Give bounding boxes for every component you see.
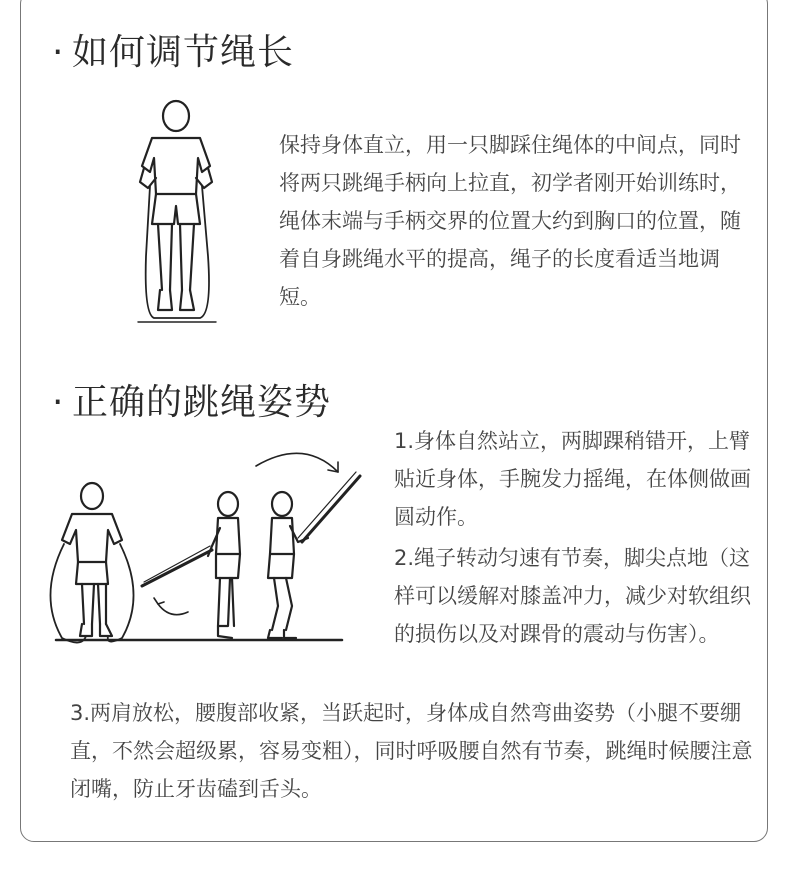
paragraph-posture-3: 3.两肩放松，腰腹部收紧，当跃起时，身体成自然弯曲姿势（小腿不要绷直，不然会超级累，容易变粗），同时呼吸腰自然有节奏，跳绳时候腰注意闭嘴，防止牙齿磕到舌头。	[70, 701, 753, 801]
section-title-posture: · 正确的跳绳姿势	[52, 382, 332, 423]
paragraph-posture-2: 2.绳子转动匀速有节奏，脚尖点地（这样可以缓解对膝盖冲力，减少对软组织的损伤以及对踝骨的震动与伤害）。	[394, 546, 751, 646]
paragraph-rope-length: 保持身体直立，用一只脚踩住绳体的中间点，同时将两只跳绳手柄向上拉直，初学者刚开始训练时，绳体末端与手柄交界的位置大约到胸口的位置，随着自身跳绳水平的提高，绳子的长度看适当地调短。	[279, 133, 741, 309]
section-title-rope-length: · 如何调节绳长	[52, 32, 295, 73]
paragraph-posture-1: 1.身体自然站立，两脚踝稍错开，上臂贴近身体，手腕发力摇绳，在体侧做画圆动作。	[394, 429, 751, 529]
bullet: ·	[52, 382, 65, 423]
bullet: ·	[52, 32, 65, 73]
jumping-posture-figures	[42, 446, 372, 646]
rope-length-figure	[122, 96, 232, 326]
